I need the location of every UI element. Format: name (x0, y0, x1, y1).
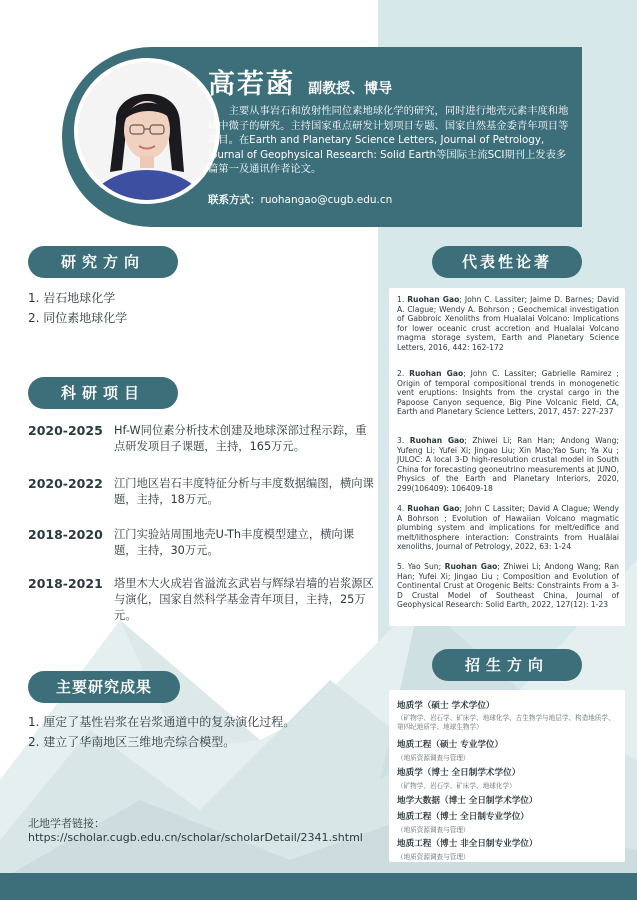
research-heading: 研究方向 (28, 246, 178, 278)
admission-major: 地质工程（博士 非全日制专业学位） (397, 839, 538, 849)
projects-heading: 科研项目 (28, 377, 178, 409)
admission-major: 地学大数据（博士 全日制学术学位） (397, 796, 538, 806)
list-item: 2. 同位素地球化学 (28, 311, 128, 325)
admission-fields: （矿物学、岩石学、矿床学、地球化学、古生物学与地层学、构造地质学、第四纪地质学、地球生物学） (397, 714, 615, 731)
list-item: 1. 厘定了基性岩浆在岩浆通道中的复杂演化过程。 (28, 715, 296, 729)
admission-fields: （地质资源调查与管理） (397, 754, 470, 762)
person-title: 副教授、博导 (308, 81, 393, 97)
list-item: 2. 建立了华南地区三维地壳综合模型。 (28, 735, 236, 749)
project-desc: 江门地区岩石丰度特征分析与丰度数据编图，横向课题，主持，18万元。 (114, 477, 374, 506)
admission-major: 地质学（博士 全日制学术学位） (397, 768, 521, 778)
research-list (28, 288, 127, 328)
project-desc: 塔里木大火成岩省溢流玄武岩与辉绿岩墙的岩浆源区与演化，国家自然科学基金青年项目，主持，25万元。 (114, 577, 374, 622)
profile-photo (74, 58, 220, 204)
admission-major: 地质学（硕士 学术学位） (397, 701, 495, 711)
admission-major: 地质工程（硕士 专业学位） (397, 740, 504, 750)
profile-intro: 主要从事岩石和放射性同位素地球化学的研究，同时进行地壳元素丰度和地球中微子的研究。主持国家重点研发计划项目专题、国家自然基金委青年项目等项目。在Earth and Planetary Science Letters, Journal of Petrology, Journal of Geophysical Research: Solid Earth等国际主流SCI期刊上发表多篇第一及通讯作者论文。 (208, 105, 569, 176)
paper-item: 4. Ruohan Gao; John C Lassiter; David A Clague; Wendy A Bohrson ; Evolution of Hawaiian Volcano magmatic plumbing system and implications for melt/edifice and melt/lithosphere interaction: Constraints from Hualālai xenoliths, Journal of Petrology, 2022, 63: 1-24 (397, 504, 619, 552)
project-years: 2018-2020 (28, 527, 103, 542)
contact-label: 联系方式： (208, 194, 261, 206)
person-name: 高若菡 (208, 69, 295, 100)
project-years: 2020-2022 (28, 476, 103, 491)
name-row (208, 62, 392, 101)
achievements-list (28, 712, 295, 752)
scholar-link-label: 北地学者链接： (28, 817, 105, 830)
list-item: 1. 岩石地球化学 (28, 291, 116, 305)
admission-fields: （地质资源调查与管理） (397, 826, 470, 834)
project-desc: Hf-W同位素分析技术创建及地球深部过程示踪，重点研发项目子课题，主持，165万元。 (114, 424, 367, 453)
admission-major: 地质工程（博士 全日制专业学位） (397, 812, 529, 822)
achievements-heading: 主要研究成果 (28, 671, 180, 703)
footer-bar (0, 873, 637, 900)
admission-fields: （矿物学、岩石学、矿床学、地球化学） (397, 782, 516, 790)
admission-fields: （地质资源调查与管理） (397, 853, 470, 861)
scholar-link-url[interactable]: https://scholar.cugb.edu.cn/scholar/scholarDetail/2341.shtml (28, 831, 363, 844)
paper-item: 3. Ruohan Gao; Zhiwei Li; Ran Han; Andong Wang; Yufeng Li; Yufei Xi; Jingao Liu; Xin Mao;Yao Sun; Ya Xu ; JULOC: A local 3-D high-resolution crustal model in South China for forecasting geoneutrino measurements at JUNO, Physics of the Earth and Planetary Interiors, 2020, 299(106409): 106409-18 (397, 436, 620, 493)
admissions-panel (389, 690, 625, 862)
contact-email[interactable]: ruohangao@cugb.edu.cn (260, 194, 393, 206)
project-years: 2018-2021 (28, 576, 103, 591)
papers-panel (389, 288, 625, 626)
admissions-heading: 招生方向 (432, 649, 582, 681)
project-desc: 江门实验站周围地壳U-Th丰度模型建立，横向课题，主持，30万元。 (114, 528, 355, 557)
papers-heading: 代表性论著 (432, 246, 582, 278)
contact-info (208, 192, 392, 207)
paper-item: 5. Yao Sun; Ruohan Gao; Zhiwei Li; Andong Wang; Ran Han; Yufei Xi; Jingao Liu ; Composition and Evolution of Continental Crust at Orogenic Belts: Constraints From a 3-D Crustal Model of Southeast China, Journal of Geophysical Research: Solid Earth, 2022, 127(12): 1-23 (397, 562, 619, 610)
paper-item: 1. Ruohan Gao; John C. Lassiter; Jaime D. Barnes; David A. Clague; Wendy A. Bohrson ; Geochemical investigation of Gabbroic Xenoliths from Hualalai Volcano: Implications for lower oceanic crust accretion and Hualalai Volcano magma storage system, Earth and Planetary Science Letters, 2016, 442: 162-172 (397, 295, 620, 352)
paper-item: 2. Ruohan Gao; John C. Lassiter; Gabrielle Ramirez ; Origin of temporal compositional trends in monogenetic vent eruptions: Insights from the crystal cargo in the Papoose Canyon sequence, Big Pine Volcanic Field, CA, Earth and Planetary Science Letters, 2017, 457: 227-237 (397, 369, 619, 417)
project-years: 2020-2025 (28, 423, 103, 438)
